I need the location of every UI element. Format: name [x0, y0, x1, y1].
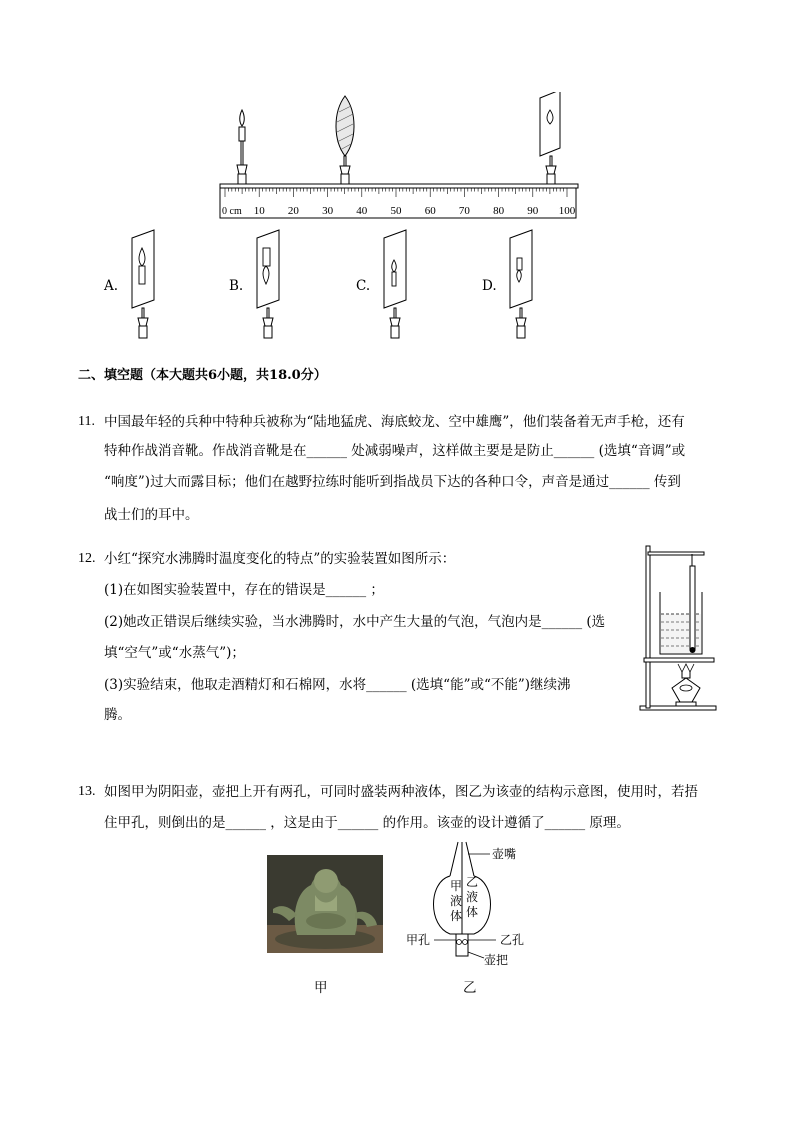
option-a-screen-icon	[124, 228, 164, 343]
ruler-label: 60	[424, 205, 436, 217]
ruler-label: 10	[253, 205, 265, 217]
convex-lens-icon	[336, 96, 354, 184]
q11-line-1: 中国最年轻的兵种中特种兵被称为“陆地猛虎、海底蛟龙、空中雄鹰”，他们装备着无声手枪，还有	[104, 414, 685, 430]
q11-line-4: 战士们的耳中。	[104, 507, 199, 523]
option-d-screen-icon	[502, 228, 542, 343]
spout-label: 壶嘴	[492, 847, 517, 861]
ruler-label: 80	[493, 205, 505, 217]
light-screen-icon	[540, 92, 560, 184]
q13-line-2: 住甲孔，则倒出的是______ ，这是由于______ 的作用。该壶的设计遵循了______ 原理。	[104, 815, 630, 831]
hole-left-label: 甲孔	[406, 933, 431, 947]
option-b-label: B.	[229, 278, 244, 294]
option-c-screen-icon	[376, 228, 416, 343]
q11-number: 11.	[78, 414, 95, 429]
right-liquid-char-1: 乙	[466, 875, 479, 889]
q12-line-1: 小红“探究水沸腾时温度变化的特点”的实验装置如图所示：	[104, 551, 456, 567]
teapot-structure-diagram	[400, 838, 540, 970]
q11-line-2: 特种作战消音靴。作战消音靴是在______ 处减弱噪声，这样做主要是是防止______ (选填“音调”或	[104, 443, 686, 459]
ruler-label: 30	[322, 205, 334, 217]
q13-line-1: 如图甲为阴阳壶，壶把上开有两孔，可同时盛装两种液体，图乙为该壶的结构示意图，使用时，若捂	[104, 784, 698, 800]
ruler-label: 70	[458, 205, 470, 217]
q11-line-3: “响度”)过大而露目标；他们在越野拉练时能听到指战员下达的各种口令，声音是通过______ 传到	[104, 474, 681, 490]
q13-number: 13.	[78, 784, 96, 799]
option-b-screen-icon	[249, 228, 289, 343]
left-liquid-char-3: 体	[450, 909, 463, 923]
right-liquid-char-3: 体	[466, 905, 479, 919]
left-liquid-char-1: 甲	[450, 879, 463, 893]
handle-label: 壶把	[484, 953, 509, 967]
right-liquid-char-2: 液	[466, 890, 479, 904]
q12-line-4: 填“空气”或“水蒸气”)；	[104, 645, 245, 661]
option-a-label: A.	[104, 278, 119, 294]
q12-line-2: (1)在如图实验装置中，存在的错误是______ ；	[104, 582, 384, 598]
ruler-label: 50	[390, 205, 402, 217]
q12-line-5: (3)实验结束，他取走酒精灯和石棉网，水将______ (选填“能”或“不能”)继续沸	[104, 677, 571, 693]
ruler-label: 90	[527, 205, 539, 217]
option-c-label: C.	[356, 278, 371, 294]
option-d-label: D.	[482, 278, 497, 294]
hole-right-label: 乙孔	[500, 933, 525, 947]
ruler-label: 40	[356, 205, 368, 217]
section-heading: 二、填空题（本大题共6小题，共18.0分）	[78, 368, 327, 383]
ruler-label: 0 cm	[222, 206, 242, 217]
q12-line-6: 腾。	[104, 707, 131, 723]
boiling-apparatus-figure	[636, 540, 720, 712]
ruler-label: 20	[287, 205, 299, 217]
left-liquid-char-2: 液	[450, 894, 463, 908]
teapot-photo	[267, 855, 383, 953]
caption-yi: 乙	[463, 980, 477, 996]
ruler-label: 100	[558, 205, 576, 217]
q12-number: 12.	[78, 551, 96, 566]
optical-bench-figure	[215, 92, 585, 222]
candle-icon	[237, 110, 247, 184]
q12-line-3: (2)她改正错误后继续实验，当水沸腾时，水中产生大量的气泡，气泡内是______ (选	[104, 614, 606, 630]
caption-jia: 甲	[314, 980, 328, 996]
